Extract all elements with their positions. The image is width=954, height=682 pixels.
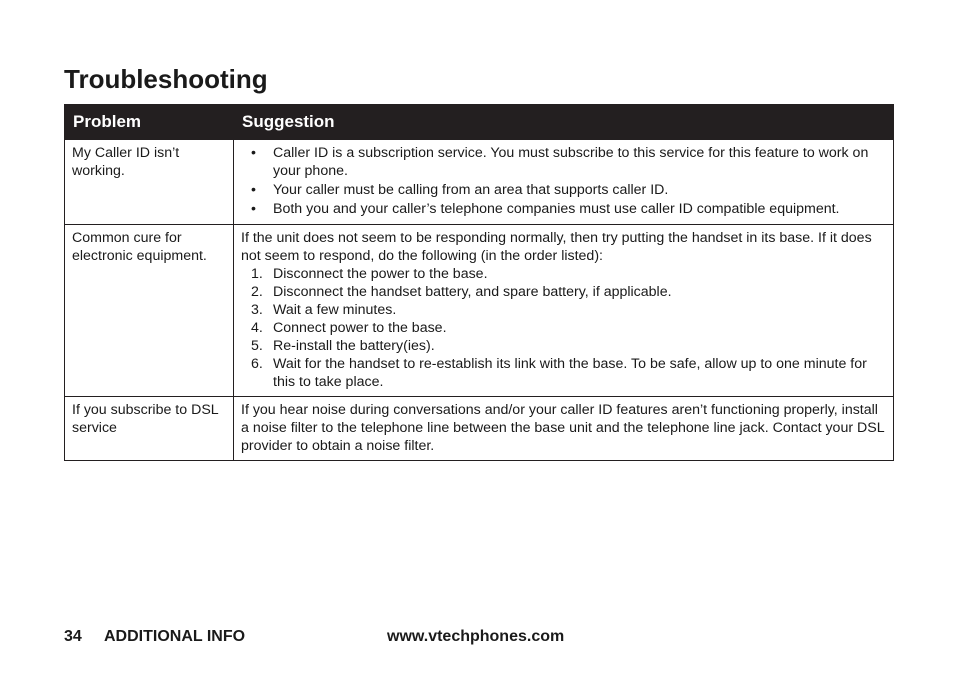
- step-item: [241, 319, 886, 337]
- table-row: [65, 140, 894, 225]
- step-item: [241, 301, 886, 319]
- suggestion-cell: [234, 140, 894, 225]
- step-item: [241, 355, 886, 391]
- step-text: Disconnect the handset battery, and spare battery, if applicable.: [273, 284, 672, 300]
- troubleshooting-table: [64, 104, 894, 461]
- suggestion-intro: If the unit does not seem to be responding normally, then try putting the handset in its base. If it does not seem to respond, do the following (in the order listed):: [241, 230, 872, 264]
- step-number: 2.: [251, 284, 263, 300]
- footer-section-title: ADDITIONAL INFO: [104, 628, 246, 645]
- problem-cell: My Caller ID isn’t working.: [65, 140, 234, 225]
- footer-url: www.vtechphones.com: [387, 628, 565, 645]
- step-number: 6.: [251, 356, 263, 372]
- table-row: [65, 225, 894, 397]
- step-number: 4.: [251, 320, 263, 336]
- suggestion-bullet-list: [241, 144, 886, 218]
- step-text: Disconnect the power to the base.: [273, 266, 488, 282]
- bullet-item: • Your caller must be calling from an area that supports caller ID.: [241, 181, 886, 199]
- column-header-suggestion: Suggestion: [234, 105, 894, 140]
- suggestion-cell: [234, 225, 894, 397]
- step-number: 1.: [251, 266, 263, 282]
- suggestion-step-list: [241, 265, 886, 391]
- problem-cell: If you subscribe to DSL service: [65, 397, 234, 461]
- problem-cell: Common cure for electronic equipment.: [65, 225, 234, 397]
- step-number: 5.: [251, 338, 263, 354]
- step-item: [241, 337, 886, 355]
- step-text: Wait a few minutes.: [273, 302, 397, 318]
- table-header-row: [65, 105, 894, 140]
- table-row: [65, 397, 894, 461]
- step-number: 3.: [251, 302, 263, 318]
- suggestion-cell: [234, 397, 894, 461]
- bullet-item: • Both you and your caller’s telephone companies must use caller ID compatible equipment.: [241, 200, 886, 218]
- suggestion-text: If you hear noise during conversations and/or your caller ID features aren’t functioning properly, install a noise filter to the telephone line between the base unit and the telephone line jack. Contact your DSL provider to obtain a noise filter.: [241, 402, 885, 454]
- page-title: Troubleshooting: [64, 64, 268, 94]
- step-text: Re-install the battery(ies).: [273, 338, 435, 354]
- page-number: 34: [64, 628, 82, 645]
- step-item: [241, 283, 886, 301]
- step-item: [241, 265, 886, 283]
- step-text: Connect power to the base.: [273, 320, 447, 336]
- bullet-item: • Caller ID is a subscription service. You must subscribe to this service for this feature to work on your phone.: [241, 144, 886, 180]
- step-text: Wait for the handset to re-establish its link with the base. To be safe, allow up to one minute for this to take place.: [273, 356, 867, 390]
- column-header-problem: Problem: [65, 105, 234, 140]
